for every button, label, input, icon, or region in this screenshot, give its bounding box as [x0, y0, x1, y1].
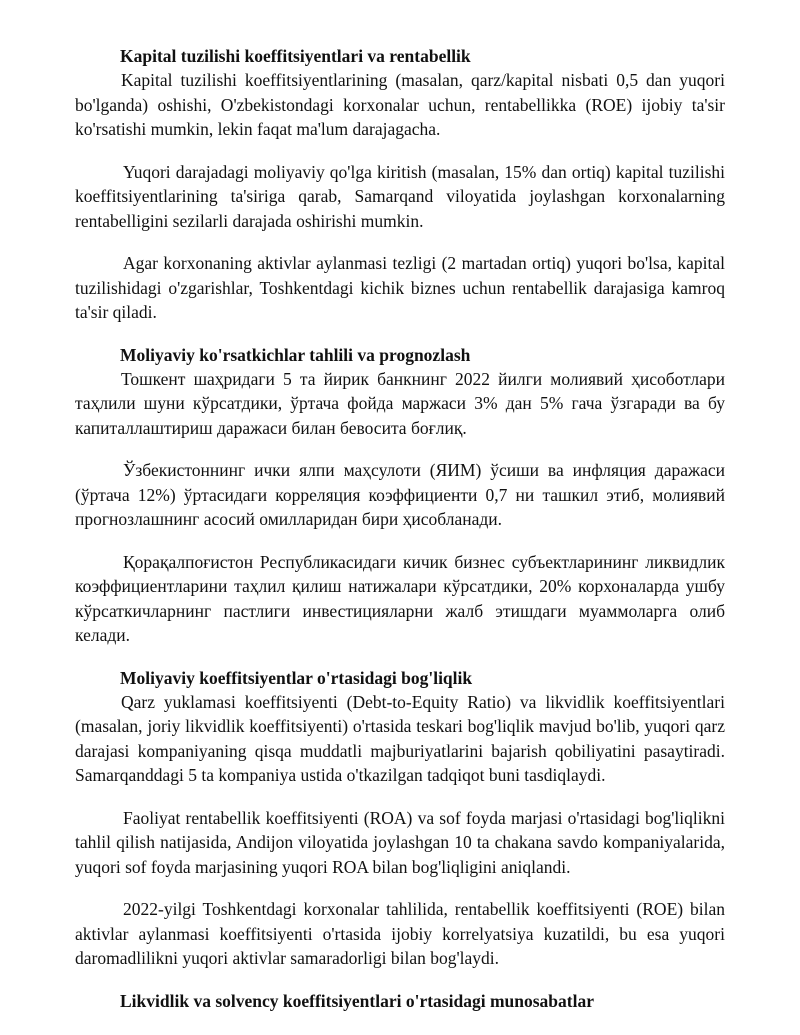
paragraph: Qarz yuklamasi koeffitsiyenti (Debt-to-Equity Ratio) va likvidlik koeffitsiyentlari (masalan, joriy likvidlik koeffitsiyenti) o'rtasida teskari bog'liqlik mavjud bo'lib, yuqori qarz darajasi kompaniyaning qisqa muddatli majburiyatlarini bajarish qobiliyatini pasaytiradi. Samarqanddagi 5 ta kompaniya ustida o'tkazilgan tadqiqot buni tasdiqlaydi. — [75, 691, 725, 785]
paragraph: Yuqori darajadagi moliyaviy qo'lga kiritish (masalan, 15% dan ortiq) kapital tuzilishi koeffitsiyentlarining ta'siriga qarab, Samarqand viloyatida joylashgan korxonalarning rentabelligini sezilarli darajada oshirishi mumkin. — [75, 161, 725, 231]
paragraph: Қорақалпоғистон Республикасидаги кичик бизнес субъектларининг ликвидлик коэффициентларини таҳлил қилиш натижалари кўрсатдики, 20% корхоналарда ушбу кўрсаткичларнинг пастлиги инвестицияларни жалб этишдаги муаммоларга олиб келади. — [75, 551, 725, 645]
section-heading: Kapital tuzilishi koeffitsiyentlari va rentabellik — [120, 46, 471, 66]
paragraph: 2022-yilgi Toshkentdagi korxonalar tahlilida, rentabellik koeffitsiyenti (ROE) bilan aktivlar aylanmasi koeffitsiyenti o'rtasida ijobiy korrelyatsiya kuzatildi, bu esa yuqori daromadlilikni yuqori aktivlar samaradorligi bilan bog'laydi. — [75, 899, 725, 968]
paragraph: Faoliyat rentabellik koeffitsiyenti (ROA) va sof foyda marjasi o'rtasidagi bog'liqlikni tahlil qilish natijasida, Andijon viloyatida joylashgan 10 ta chakana savdo kompaniyalarida, yuqori sof foyda marjasining yuqori ROA bilan bog'liqligini aniqlandi. — [75, 807, 725, 877]
paragraph: Kapital tuzilishi koeffitsiyentlarining (masalan, qarz/kapital nisbati 0,5 dan yuqori bo'lganda) oshishi, O'zbekistondagi korxonalar uchun, rentabellikka (ROE) ijobiy ta'sir ko'rsatishi mumkin, lekin faqat ma'lum darajagacha. — [75, 70, 725, 139]
document-page — [75, 44, 725, 1013]
paragraph: Тошкент шаҳридаги 5 та йирик банкнинг 2022 йилги молиявий ҳисоботлари таҳлили шуни кўрсатдики, ўртача фойда маржаси 3% дан 5% гача ўзгаради ва бу капиталлаштириш даражаси билан бевосита боғлиқ. — [75, 368, 725, 438]
paragraph: Agar korxonaning aktivlar aylanmasi tezligi (2 martadan ortiq) yuqori bo'lsa, kapital tuzilishidagi o'zgarishlar, Toshkentdagi kichik biznes uchun rentabellik darajasiga kamroq ta'sir qiladi. — [75, 253, 725, 322]
paragraph: Ўзбекистоннинг ички ялпи маҳсулоти (ЯИМ) ўсиши ва инфляция даражаси (ўртача 12%) ўртасидаги корреляция коэффициенти 0,7 ни ташкил этиб, молиявий прогнозлашнинг асосий омилларидан бири ҳисобланади. — [75, 460, 725, 529]
section-heading: Moliyaviy ko'rsatkichlar tahlili va prognozlash — [120, 344, 471, 365]
section-heading: Likvidlik va solvency koeffitsiyentlari o'rtasidagi munosabatlar — [120, 990, 594, 1011]
section-heading: Moliyaviy koeffitsiyentlar o'rtasidagi bog'liqlik — [120, 667, 473, 688]
